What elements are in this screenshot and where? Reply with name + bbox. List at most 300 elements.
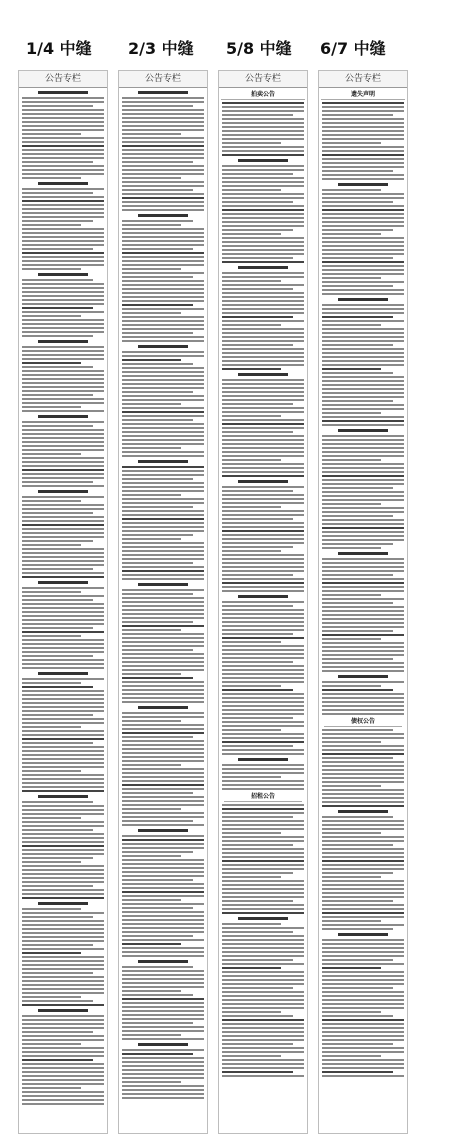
text-line (22, 473, 104, 475)
text-line (122, 542, 204, 544)
text-line (122, 423, 204, 425)
text-line (222, 134, 304, 136)
text-line (322, 1075, 404, 1077)
text-line (322, 912, 404, 914)
text-line (322, 892, 404, 894)
text-line (322, 955, 404, 957)
text-line (322, 162, 404, 164)
text-line (222, 114, 293, 116)
text-line (322, 781, 404, 783)
text-line (22, 702, 104, 704)
text-line (122, 772, 204, 774)
text-line (222, 443, 304, 445)
text-line (22, 240, 104, 242)
text-line (22, 101, 104, 103)
text-line (222, 193, 304, 195)
text-line (122, 808, 181, 810)
text-line (222, 586, 304, 588)
text-line (122, 931, 204, 933)
text-line (322, 662, 404, 664)
notice-heading-bar (238, 917, 287, 920)
text-line (322, 1059, 404, 1061)
text-line (22, 754, 104, 756)
text-line (22, 1095, 104, 1097)
text-line (122, 653, 204, 655)
text-line (222, 848, 304, 850)
text-line (222, 876, 281, 878)
text-line (222, 737, 304, 739)
text-line (122, 1026, 204, 1028)
text-line (22, 303, 104, 305)
text-line (22, 678, 104, 680)
text-line (122, 970, 204, 972)
text-line (222, 764, 304, 766)
text-line (322, 777, 404, 779)
text-line (122, 911, 204, 913)
text-line (222, 233, 281, 235)
text-line (122, 145, 204, 147)
text-line (22, 145, 104, 147)
text-line (222, 1059, 304, 1061)
notice-heading-bar (338, 298, 387, 301)
text-line (322, 130, 404, 132)
text-line (122, 701, 204, 703)
text-line (222, 900, 293, 902)
text-line (22, 694, 104, 696)
text-line (122, 173, 204, 175)
notice-heading-bar (38, 672, 87, 675)
text-line (322, 943, 404, 945)
text-line (122, 966, 193, 968)
text-line (22, 849, 104, 851)
text-line (22, 873, 104, 875)
text-line (22, 228, 104, 230)
text-line (222, 534, 304, 536)
notice-heading-bar (238, 373, 287, 376)
text-line (122, 161, 193, 163)
text-line (122, 486, 204, 488)
text-line (122, 264, 204, 266)
text-line (222, 364, 304, 366)
text-line (122, 689, 204, 691)
text-line (22, 291, 104, 293)
text-line (222, 1039, 304, 1041)
text-line (222, 336, 304, 338)
text-line (322, 908, 404, 910)
text-line (222, 979, 304, 981)
text-line (122, 316, 204, 318)
text-line (222, 292, 304, 294)
text-line (22, 236, 104, 238)
notice-heading-bar (238, 266, 287, 269)
text-line (122, 784, 204, 786)
text-line (322, 983, 404, 985)
text-line (222, 824, 304, 826)
text-line (122, 570, 204, 572)
text-line (222, 637, 304, 639)
text-line (22, 869, 104, 871)
text-line (22, 1087, 81, 1089)
text-line (22, 972, 93, 974)
text-line (222, 1019, 304, 1021)
text-line (122, 232, 204, 234)
text-line (322, 439, 404, 441)
text-line (222, 697, 304, 699)
text-line (222, 562, 304, 564)
text-line (22, 1015, 104, 1017)
text-line (22, 532, 104, 534)
text-line (122, 939, 204, 941)
text-line (22, 940, 104, 942)
text-line (22, 916, 93, 918)
text-line (22, 354, 104, 356)
text-line (122, 538, 181, 540)
text-line (22, 1083, 104, 1085)
text-line (222, 868, 304, 870)
text-line (122, 228, 204, 230)
text-line (122, 1065, 204, 1067)
text-line (322, 455, 404, 457)
ad-column-3 (218, 70, 308, 1134)
text-line (222, 261, 304, 263)
text-line (222, 689, 293, 691)
text-line (122, 935, 193, 937)
text-line (322, 531, 404, 533)
text-line (22, 568, 93, 570)
text-line (22, 734, 104, 736)
text-line (322, 860, 404, 862)
text-line (322, 535, 404, 537)
text-line (122, 419, 193, 421)
text-line (122, 201, 204, 203)
text-line (22, 406, 81, 408)
text-line (122, 867, 204, 869)
text-line (22, 996, 81, 998)
text-line (122, 514, 204, 516)
text-line (22, 805, 104, 807)
text-line (22, 516, 104, 518)
text-line (322, 1039, 404, 1041)
text-line (322, 1071, 393, 1073)
text-line (22, 730, 104, 732)
text-line (122, 1085, 204, 1087)
text-line (222, 368, 281, 370)
text-line (122, 506, 193, 508)
text-line (122, 252, 204, 254)
text-line (122, 824, 204, 826)
text-line (22, 307, 93, 309)
text-line (22, 631, 104, 633)
text-line (22, 742, 93, 744)
text-line (22, 885, 93, 887)
text-line (322, 384, 404, 386)
text-line (122, 609, 204, 611)
text-line (122, 649, 193, 651)
text-line (322, 328, 404, 330)
text-line (222, 471, 304, 473)
text-line (222, 943, 304, 945)
text-line (322, 705, 404, 707)
text-line (222, 1003, 304, 1005)
text-line (322, 106, 404, 108)
text-line (22, 544, 81, 546)
text-line (222, 138, 304, 140)
text-line (122, 375, 204, 377)
text-line (122, 633, 204, 635)
text-line (122, 284, 204, 286)
text-line (122, 760, 204, 762)
text-line (22, 331, 104, 333)
text-line (322, 658, 393, 660)
text-line (22, 1099, 104, 1101)
text-line (322, 408, 404, 410)
text-line (222, 673, 304, 675)
text-line (322, 741, 381, 743)
text-line (222, 828, 304, 830)
text-line (322, 654, 404, 656)
text-line (22, 268, 81, 270)
text-line (322, 380, 404, 382)
text-line (22, 833, 104, 835)
text-line (222, 320, 304, 322)
text-line (322, 1007, 404, 1009)
text-line (322, 515, 393, 517)
text-line (322, 951, 404, 953)
text-line (22, 319, 104, 321)
text-line (22, 817, 81, 819)
text-line (222, 776, 281, 778)
text-line (222, 475, 304, 477)
text-line (222, 935, 304, 937)
text-line (322, 142, 381, 144)
text-line (22, 635, 81, 637)
text-line (222, 590, 304, 592)
text-line (122, 685, 204, 687)
text-line (22, 1023, 104, 1025)
text-line (322, 797, 404, 799)
text-line (222, 685, 281, 687)
text-line (122, 855, 181, 857)
text-line (122, 875, 204, 877)
text-line (222, 280, 281, 282)
text-line (122, 716, 204, 718)
text-line (22, 1035, 104, 1037)
text-line (122, 748, 204, 750)
text-line (222, 836, 304, 838)
text-line (122, 820, 193, 822)
notice-heading-bar (338, 810, 387, 813)
column-text-body (322, 102, 404, 1102)
text-line (222, 625, 304, 627)
text-line (222, 110, 304, 112)
text-line (22, 192, 93, 194)
text-line (322, 884, 404, 886)
text-line (122, 407, 204, 409)
text-line (322, 269, 404, 271)
text-line (22, 829, 93, 831)
text-line (322, 400, 393, 402)
text-line (222, 1031, 304, 1033)
text-line (22, 481, 93, 483)
text-line (22, 667, 104, 669)
text-line (122, 1006, 204, 1008)
text-line (122, 1018, 204, 1020)
text-line (122, 181, 204, 183)
text-line (122, 1053, 193, 1055)
text-line (22, 453, 81, 455)
text-line (222, 439, 304, 441)
text-line (222, 896, 304, 898)
text-line (22, 113, 104, 115)
text-line (222, 146, 304, 148)
text-line (22, 627, 93, 629)
column-header: 公告专栏 (219, 71, 307, 88)
text-line (122, 720, 181, 722)
text-line (222, 665, 304, 667)
text-line (22, 105, 93, 107)
text-line (322, 392, 404, 394)
text-line (222, 169, 304, 171)
text-line (122, 328, 204, 330)
text-line (22, 762, 104, 764)
text-line (222, 427, 304, 429)
text-line (122, 800, 204, 802)
text-line (122, 248, 193, 250)
text-line (222, 201, 293, 203)
text-line (222, 693, 304, 695)
text-line (222, 971, 304, 973)
text-line (22, 1051, 104, 1053)
text-line (222, 356, 304, 358)
text-line (22, 374, 104, 376)
text-line (322, 1051, 404, 1053)
text-line (322, 570, 404, 572)
text-line (322, 146, 404, 148)
text-line (22, 746, 104, 748)
text-line (322, 273, 404, 275)
text-line (322, 511, 404, 513)
text-line (22, 790, 104, 792)
notice-heading-bar (138, 706, 187, 709)
text-line (22, 881, 104, 883)
text-line (122, 693, 204, 695)
text-line (122, 998, 204, 1000)
text-line (22, 623, 104, 625)
column-header: 公告专栏 (319, 71, 407, 88)
text-line (222, 324, 281, 326)
notice-heading-bar (138, 460, 187, 463)
text-line (22, 109, 104, 111)
text-line (322, 205, 404, 207)
text-line (22, 252, 104, 254)
text-line (22, 778, 104, 780)
text-line (122, 883, 204, 885)
text-line (22, 595, 104, 597)
text-line (122, 244, 204, 246)
text-line (222, 741, 304, 743)
text-line (222, 768, 304, 770)
text-line (122, 839, 204, 841)
text-line (222, 931, 293, 933)
text-line (122, 363, 193, 365)
text-line (322, 816, 393, 818)
text-line (322, 225, 404, 227)
text-line (22, 1091, 104, 1093)
text-line (122, 137, 204, 139)
text-line (322, 416, 404, 418)
text-line (22, 323, 104, 325)
text-line (22, 572, 104, 574)
text-line (22, 893, 104, 895)
text-line (122, 209, 204, 211)
text-line (322, 836, 404, 838)
notice-heading-bar (338, 183, 387, 186)
text-line (122, 566, 204, 568)
text-line (322, 376, 404, 378)
text-line (322, 1027, 404, 1029)
text-line (222, 451, 304, 453)
text-line (222, 312, 304, 314)
text-line (322, 265, 404, 267)
text-line (322, 221, 404, 223)
text-line (122, 697, 204, 699)
notice-heading-bar (138, 960, 187, 963)
text-line (122, 522, 204, 524)
text-line (222, 272, 304, 274)
text-line (322, 1011, 381, 1013)
notice-heading-bar (138, 583, 187, 586)
text-line (22, 220, 93, 222)
text-line (22, 1027, 104, 1029)
text-line (22, 611, 104, 613)
text-line (322, 138, 404, 140)
text-line (122, 903, 204, 905)
text-line (22, 825, 104, 827)
text-line (122, 224, 181, 226)
text-line (122, 550, 204, 552)
text-line (122, 474, 204, 476)
text-line (222, 1075, 304, 1077)
text-line (122, 847, 204, 849)
text-line (222, 1063, 304, 1065)
text-line (22, 853, 104, 855)
text-line (122, 482, 204, 484)
notice-heading-bar (338, 429, 387, 432)
text-line (122, 141, 204, 143)
text-line (122, 601, 204, 603)
text-line (322, 618, 404, 620)
text-line (322, 916, 404, 918)
text-line (122, 498, 204, 500)
text-line (22, 718, 104, 720)
text-line (222, 967, 281, 969)
text-line (22, 528, 104, 530)
text-line (22, 1000, 93, 1002)
text-line (122, 157, 204, 159)
text-line (322, 451, 404, 453)
text-line (322, 463, 404, 465)
text-line (122, 1049, 204, 1051)
text-line (322, 285, 393, 287)
text-line (22, 524, 104, 526)
text-line (322, 154, 404, 156)
text-line (322, 233, 381, 235)
text-line (122, 681, 204, 683)
text-line (22, 655, 93, 657)
text-line (222, 181, 304, 183)
text-line (122, 792, 193, 794)
text-line (122, 451, 204, 453)
